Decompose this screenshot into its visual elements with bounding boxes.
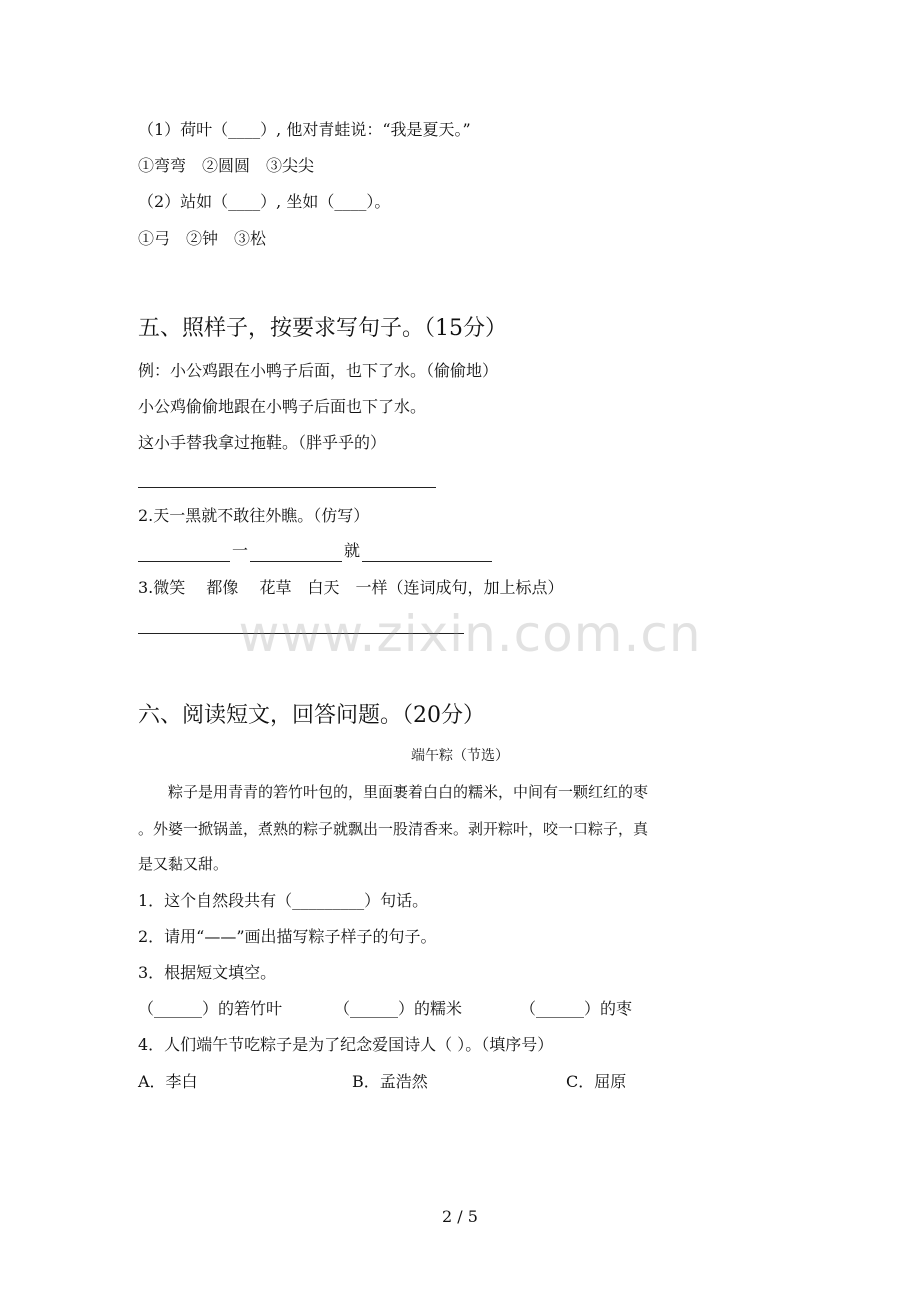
q5-item2: 2.天一黑就不敢往外瞧。（仿写） bbox=[138, 506, 370, 525]
q6-question-4: 4．人们端午节吃粽子是为了纪念爱国诗人（ ）。（填序号） bbox=[138, 1035, 554, 1054]
watermark: www.zixin.com.cn bbox=[238, 605, 702, 663]
q6-q4-option-a: A．李白 bbox=[138, 1072, 198, 1091]
page-number: 2 / 5 bbox=[442, 1207, 478, 1226]
q6-q4-option-c: C．屈原 bbox=[566, 1072, 627, 1091]
section-6-heading: 六、阅读短文，回答问题。（20分） bbox=[138, 703, 485, 728]
q6-q3-blank-3: （______）的枣 bbox=[520, 999, 633, 1018]
passage-line-2: 。外婆一掀锅盖，煮熟的粽子就飘出一股清香来。剥开粽叶，咬一口粽子，真 bbox=[138, 820, 649, 838]
q5-item2-blank-1[interactable] bbox=[138, 561, 230, 562]
q6-q3-blank-1: （______）的箬竹叶 bbox=[138, 999, 283, 1018]
q5-item1-answer-line[interactable] bbox=[138, 487, 436, 488]
passage-line-3: 是又黏又甜。 bbox=[138, 855, 229, 873]
q6-q4-option-b: B．孟浩然 bbox=[352, 1072, 428, 1091]
q5-item1: 这小手替我拿过拖鞋。（胖乎乎的） bbox=[138, 433, 387, 452]
q4-item2-options: ①弓 ②钟 ③松 bbox=[138, 229, 267, 248]
q4-item1: （1）荷叶（____）, 他对青蛙说：“我是夏天。” bbox=[138, 120, 471, 139]
q5-example: 例：小公鸡跟在小鸭子后面，也下了水。（偷偷地） bbox=[138, 361, 499, 380]
q4-item2: （2）站如（____）, 坐如（____）。 bbox=[138, 192, 391, 211]
q4-item1-options: ①弯弯 ②圆圆 ③尖尖 bbox=[138, 156, 315, 175]
q6-question-3: 3．根据短文填空。 bbox=[138, 963, 277, 982]
q5-item2-blank-2[interactable] bbox=[250, 561, 342, 562]
passage-title: 端午粽（节选） bbox=[411, 748, 509, 764]
passage-line-1: 粽子是用青青的箬竹叶包的，里面裹着白白的糯米，中间有一颗红红的枣 bbox=[138, 783, 649, 801]
q5-item3: 3.微笑 都像 花草 白天 一样（连词成句，加上标点） bbox=[138, 578, 564, 597]
section-5-heading: 五、照样子，按要求写句子。（15分） bbox=[138, 316, 507, 341]
q5-example-answer: 小公鸡偷偷地跟在小鸭子后面也下了水。 bbox=[138, 397, 427, 416]
q6-q3-blank-2: （______）的糯米 bbox=[334, 999, 463, 1018]
q6-question-1: 1．这个自然段共有（_________）句话。 bbox=[138, 891, 429, 910]
q5-item2-word1: 一 bbox=[232, 541, 249, 560]
q6-question-2: 2．请用“——”画出描写粽子样子的句子。 bbox=[138, 927, 437, 946]
q5-item2-blank-3[interactable] bbox=[362, 561, 492, 562]
q5-item2-word2: 就 bbox=[344, 541, 361, 560]
